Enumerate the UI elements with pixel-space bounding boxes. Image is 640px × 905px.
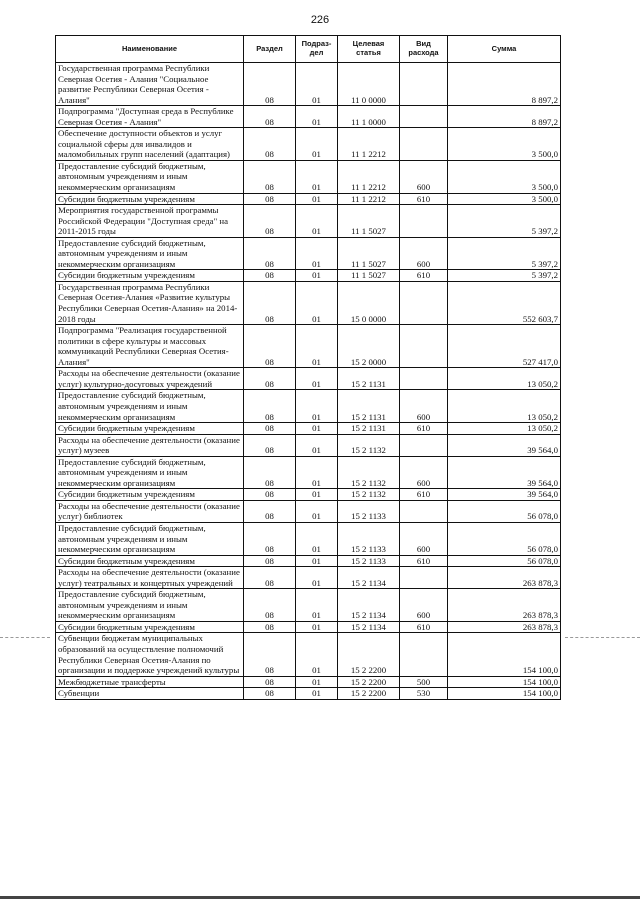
row-name-cell: Подпрограмма "Реализация государственной политики в сфере культуры и массовых коммуникаций Республики Северная Осетия-Алания" bbox=[56, 325, 244, 368]
row-name-cell: Обеспечение доступности объектов и услуг социальной сферы для инвалидов и маломобильных групп населений (адаптация) bbox=[56, 128, 244, 161]
page-number: 226 bbox=[310, 14, 330, 26]
row-target-cell: 11 1 5027 bbox=[338, 205, 400, 238]
row-section-cell: 08 bbox=[244, 456, 296, 489]
row-target-cell: 15 2 1134 bbox=[338, 567, 400, 589]
row-section-cell: 08 bbox=[244, 500, 296, 522]
row-expense-type-cell: 610 bbox=[400, 489, 448, 501]
row-expense-type-cell: 610 bbox=[400, 423, 448, 435]
row-amount-cell: 5 397,2 bbox=[448, 270, 561, 282]
row-section-cell: 08 bbox=[244, 106, 296, 128]
row-expense-type-cell bbox=[400, 368, 448, 390]
row-amount-cell: 552 603,7 bbox=[448, 281, 561, 324]
table-row bbox=[56, 489, 561, 501]
row-target-cell: 15 2 1131 bbox=[338, 368, 400, 390]
table-header-row bbox=[56, 36, 561, 63]
row-amount-cell: 13 050,2 bbox=[448, 423, 561, 435]
row-name-cell: Субсидии бюджетным учреждениям bbox=[56, 270, 244, 282]
row-name-cell: Предоставление субсидий бюджетным, автономным учреждениям и иным некоммерческим организациям bbox=[56, 390, 244, 423]
row-amount-cell: 39 564,0 bbox=[448, 489, 561, 501]
row-subsection-cell: 01 bbox=[296, 128, 338, 161]
row-target-cell: 11 1 2212 bbox=[338, 193, 400, 205]
row-target-cell: 15 2 2200 bbox=[338, 676, 400, 688]
row-name-cell: Предоставление субсидий бюджетным, автономным учреждениям и иным некоммерческим организациям bbox=[56, 456, 244, 489]
row-name-cell: Подпрограмма "Доступная среда в Республике Северная Осетия - Алания" bbox=[56, 106, 244, 128]
row-name-cell: Субсидии бюджетным учреждениям bbox=[56, 423, 244, 435]
row-name-cell: Расходы на обеспечение деятельности (оказание услуг) культурно-досуговых учреждений bbox=[56, 368, 244, 390]
row-target-cell: 15 2 1132 bbox=[338, 434, 400, 456]
table-row bbox=[56, 270, 561, 282]
row-name-cell: Расходы на обеспечение деятельности (оказание услуг) музеев bbox=[56, 434, 244, 456]
table-row bbox=[56, 205, 561, 238]
row-section-cell: 08 bbox=[244, 128, 296, 161]
budget-table bbox=[55, 35, 561, 700]
row-target-cell: 15 0 0000 bbox=[338, 281, 400, 324]
row-subsection-cell: 01 bbox=[296, 456, 338, 489]
row-name-cell: Мероприятия государственной программы Российской Федерации "Доступная среда" на 2011-2015 годы bbox=[56, 205, 244, 238]
row-section-cell: 08 bbox=[244, 270, 296, 282]
row-expense-type-cell: 600 bbox=[400, 522, 448, 555]
row-subsection-cell: 01 bbox=[296, 621, 338, 633]
row-expense-type-cell bbox=[400, 434, 448, 456]
row-name-cell: Государственная программа Республики Северная Осетия - Алания "Социальное развитие Республики Северная Осетия - Алания" bbox=[56, 63, 244, 106]
row-name-cell: Субсидии бюджетным учреждениям bbox=[56, 193, 244, 205]
table-row bbox=[56, 368, 561, 390]
table-row bbox=[56, 500, 561, 522]
row-expense-type-cell: 610 bbox=[400, 193, 448, 205]
table-row bbox=[56, 423, 561, 435]
row-target-cell: 15 2 1134 bbox=[338, 589, 400, 622]
header-amount: Сумма bbox=[448, 36, 561, 63]
row-section-cell: 08 bbox=[244, 193, 296, 205]
row-expense-type-cell: 600 bbox=[400, 456, 448, 489]
row-expense-type-cell: 610 bbox=[400, 621, 448, 633]
row-target-cell: 15 2 1132 bbox=[338, 489, 400, 501]
row-amount-cell: 263 878,3 bbox=[448, 589, 561, 622]
row-section-cell: 08 bbox=[244, 621, 296, 633]
row-subsection-cell: 01 bbox=[296, 237, 338, 270]
row-target-cell: 15 2 1131 bbox=[338, 423, 400, 435]
row-name-cell: Расходы на обеспечение деятельности (оказание услуг) театральных и концертных учреждений bbox=[56, 567, 244, 589]
header-name: Наименование bbox=[56, 36, 244, 63]
row-target-cell: 15 2 1133 bbox=[338, 522, 400, 555]
row-amount-cell: 3 500,0 bbox=[448, 193, 561, 205]
row-subsection-cell: 01 bbox=[296, 193, 338, 205]
row-expense-type-cell bbox=[400, 63, 448, 106]
row-target-cell: 15 2 2200 bbox=[338, 688, 400, 700]
row-subsection-cell: 01 bbox=[296, 522, 338, 555]
row-amount-cell: 3 500,0 bbox=[448, 128, 561, 161]
row-expense-type-cell: 600 bbox=[400, 160, 448, 193]
row-target-cell: 15 2 2200 bbox=[338, 633, 400, 676]
row-name-cell: Предоставление субсидий бюджетным, автономным учреждениям и иным некоммерческим организациям bbox=[56, 160, 244, 193]
row-name-cell: Субсидии бюджетным учреждениям bbox=[56, 489, 244, 501]
row-section-cell: 08 bbox=[244, 688, 296, 700]
row-expense-type-cell: 600 bbox=[400, 237, 448, 270]
row-name-cell: Предоставление субсидий бюджетным, автономным учреждениям и иным некоммерческим организациям bbox=[56, 589, 244, 622]
row-subsection-cell: 01 bbox=[296, 270, 338, 282]
row-name-cell: Субсидии бюджетным учреждениям bbox=[56, 621, 244, 633]
table-row bbox=[56, 325, 561, 368]
row-section-cell: 08 bbox=[244, 237, 296, 270]
row-target-cell: 15 2 1133 bbox=[338, 555, 400, 567]
row-expense-type-cell: 500 bbox=[400, 676, 448, 688]
row-section-cell: 08 bbox=[244, 676, 296, 688]
row-section-cell: 08 bbox=[244, 423, 296, 435]
table-row bbox=[56, 390, 561, 423]
row-amount-cell: 56 078,0 bbox=[448, 555, 561, 567]
row-name-cell: Межбюджетные трансферты bbox=[56, 676, 244, 688]
row-amount-cell: 154 100,0 bbox=[448, 688, 561, 700]
row-expense-type-cell bbox=[400, 567, 448, 589]
row-section-cell: 08 bbox=[244, 205, 296, 238]
row-subsection-cell: 01 bbox=[296, 589, 338, 622]
row-section-cell: 08 bbox=[244, 555, 296, 567]
row-subsection-cell: 01 bbox=[296, 281, 338, 324]
row-expense-type-cell bbox=[400, 500, 448, 522]
row-amount-cell: 5 397,2 bbox=[448, 237, 561, 270]
row-section-cell: 08 bbox=[244, 368, 296, 390]
row-amount-cell: 263 878,3 bbox=[448, 621, 561, 633]
table-row bbox=[56, 193, 561, 205]
row-name-cell: Субвенции bbox=[56, 688, 244, 700]
row-section-cell: 08 bbox=[244, 522, 296, 555]
row-amount-cell: 39 564,0 bbox=[448, 456, 561, 489]
row-section-cell: 08 bbox=[244, 160, 296, 193]
table-row bbox=[56, 589, 561, 622]
table-row bbox=[56, 676, 561, 688]
table-row bbox=[56, 63, 561, 106]
row-amount-cell: 13 050,2 bbox=[448, 390, 561, 423]
row-amount-cell: 5 397,2 bbox=[448, 205, 561, 238]
row-name-cell: Предоставление субсидий бюджетным, автономным учреждениям и иным некоммерческим организациям bbox=[56, 237, 244, 270]
table-row bbox=[56, 160, 561, 193]
row-amount-cell: 154 100,0 bbox=[448, 633, 561, 676]
row-subsection-cell: 01 bbox=[296, 390, 338, 423]
row-target-cell: 11 1 2212 bbox=[338, 160, 400, 193]
row-expense-type-cell: 600 bbox=[400, 390, 448, 423]
row-amount-cell: 154 100,0 bbox=[448, 676, 561, 688]
table-row bbox=[56, 281, 561, 324]
row-subsection-cell: 01 bbox=[296, 633, 338, 676]
row-amount-cell: 263 878,3 bbox=[448, 567, 561, 589]
table-row bbox=[56, 237, 561, 270]
row-expense-type-cell bbox=[400, 106, 448, 128]
row-target-cell: 15 2 1131 bbox=[338, 390, 400, 423]
table-row bbox=[56, 621, 561, 633]
row-name-cell: Субсидии бюджетным учреждениям bbox=[56, 555, 244, 567]
row-section-cell: 08 bbox=[244, 633, 296, 676]
row-name-cell: Государственная программа Республики Северная Осетия-Алания «Развитие культуры Республики Северная Осетия-Алания» на 2014-2018 годы bbox=[56, 281, 244, 324]
table-row bbox=[56, 688, 561, 700]
row-subsection-cell: 01 bbox=[296, 555, 338, 567]
row-target-cell: 15 2 0000 bbox=[338, 325, 400, 368]
row-target-cell: 11 1 5027 bbox=[338, 237, 400, 270]
row-subsection-cell: 01 bbox=[296, 423, 338, 435]
row-amount-cell: 3 500,0 bbox=[448, 160, 561, 193]
row-section-cell: 08 bbox=[244, 489, 296, 501]
row-subsection-cell: 01 bbox=[296, 160, 338, 193]
margin-dash-left bbox=[0, 637, 50, 638]
row-expense-type-cell: 610 bbox=[400, 270, 448, 282]
row-subsection-cell: 01 bbox=[296, 489, 338, 501]
header-subsection: Подраз- дел bbox=[296, 36, 338, 63]
row-expense-type-cell: 610 bbox=[400, 555, 448, 567]
row-subsection-cell: 01 bbox=[296, 106, 338, 128]
row-target-cell: 11 1 0000 bbox=[338, 106, 400, 128]
row-expense-type-cell bbox=[400, 205, 448, 238]
table-row bbox=[56, 522, 561, 555]
table-row bbox=[56, 555, 561, 567]
row-expense-type-cell bbox=[400, 325, 448, 368]
row-subsection-cell: 01 bbox=[296, 325, 338, 368]
table-row bbox=[56, 456, 561, 489]
row-section-cell: 08 bbox=[244, 589, 296, 622]
row-amount-cell: 8 897,2 bbox=[448, 106, 561, 128]
table-row bbox=[56, 633, 561, 676]
scan-edge-bar bbox=[0, 896, 640, 899]
row-amount-cell: 56 078,0 bbox=[448, 522, 561, 555]
row-expense-type-cell bbox=[400, 281, 448, 324]
row-section-cell: 08 bbox=[244, 63, 296, 106]
header-target: Целевая статья bbox=[338, 36, 400, 63]
row-name-cell: Расходы на обеспечение деятельности (оказание услуг) библиотек bbox=[56, 500, 244, 522]
row-section-cell: 08 bbox=[244, 325, 296, 368]
row-name-cell: Предоставление субсидий бюджетным, автономным учреждениям и иным некоммерческим организациям bbox=[56, 522, 244, 555]
table-row bbox=[56, 128, 561, 161]
header-section: Раздел bbox=[244, 36, 296, 63]
row-subsection-cell: 01 bbox=[296, 500, 338, 522]
row-target-cell: 15 2 1133 bbox=[338, 500, 400, 522]
table-row bbox=[56, 434, 561, 456]
row-subsection-cell: 01 bbox=[296, 205, 338, 238]
row-target-cell: 15 2 1132 bbox=[338, 456, 400, 489]
margin-dash-right bbox=[565, 637, 640, 638]
row-amount-cell: 8 897,2 bbox=[448, 63, 561, 106]
row-expense-type-cell: 530 bbox=[400, 688, 448, 700]
row-amount-cell: 39 564,0 bbox=[448, 434, 561, 456]
row-subsection-cell: 01 bbox=[296, 688, 338, 700]
row-section-cell: 08 bbox=[244, 434, 296, 456]
row-expense-type-cell bbox=[400, 128, 448, 161]
row-expense-type-cell: 600 bbox=[400, 589, 448, 622]
table-row bbox=[56, 106, 561, 128]
row-amount-cell: 13 050,2 bbox=[448, 368, 561, 390]
row-subsection-cell: 01 bbox=[296, 434, 338, 456]
table-row bbox=[56, 567, 561, 589]
row-expense-type-cell bbox=[400, 633, 448, 676]
row-target-cell: 11 0 0000 bbox=[338, 63, 400, 106]
header-expense-type: Вид расхода bbox=[400, 36, 448, 63]
row-name-cell: Субвенции бюджетам муниципальных образований на осуществление полномочий Республики Северная Осетия-Алания по организации и поддержке учреждений культуры bbox=[56, 633, 244, 676]
row-target-cell: 15 2 1134 bbox=[338, 621, 400, 633]
row-subsection-cell: 01 bbox=[296, 567, 338, 589]
row-target-cell: 11 1 5027 bbox=[338, 270, 400, 282]
row-subsection-cell: 01 bbox=[296, 676, 338, 688]
row-target-cell: 11 1 2212 bbox=[338, 128, 400, 161]
row-section-cell: 08 bbox=[244, 567, 296, 589]
row-section-cell: 08 bbox=[244, 281, 296, 324]
row-subsection-cell: 01 bbox=[296, 63, 338, 106]
row-amount-cell: 527 417,0 bbox=[448, 325, 561, 368]
table-body bbox=[56, 63, 561, 700]
row-section-cell: 08 bbox=[244, 390, 296, 423]
row-subsection-cell: 01 bbox=[296, 368, 338, 390]
row-amount-cell: 56 078,0 bbox=[448, 500, 561, 522]
